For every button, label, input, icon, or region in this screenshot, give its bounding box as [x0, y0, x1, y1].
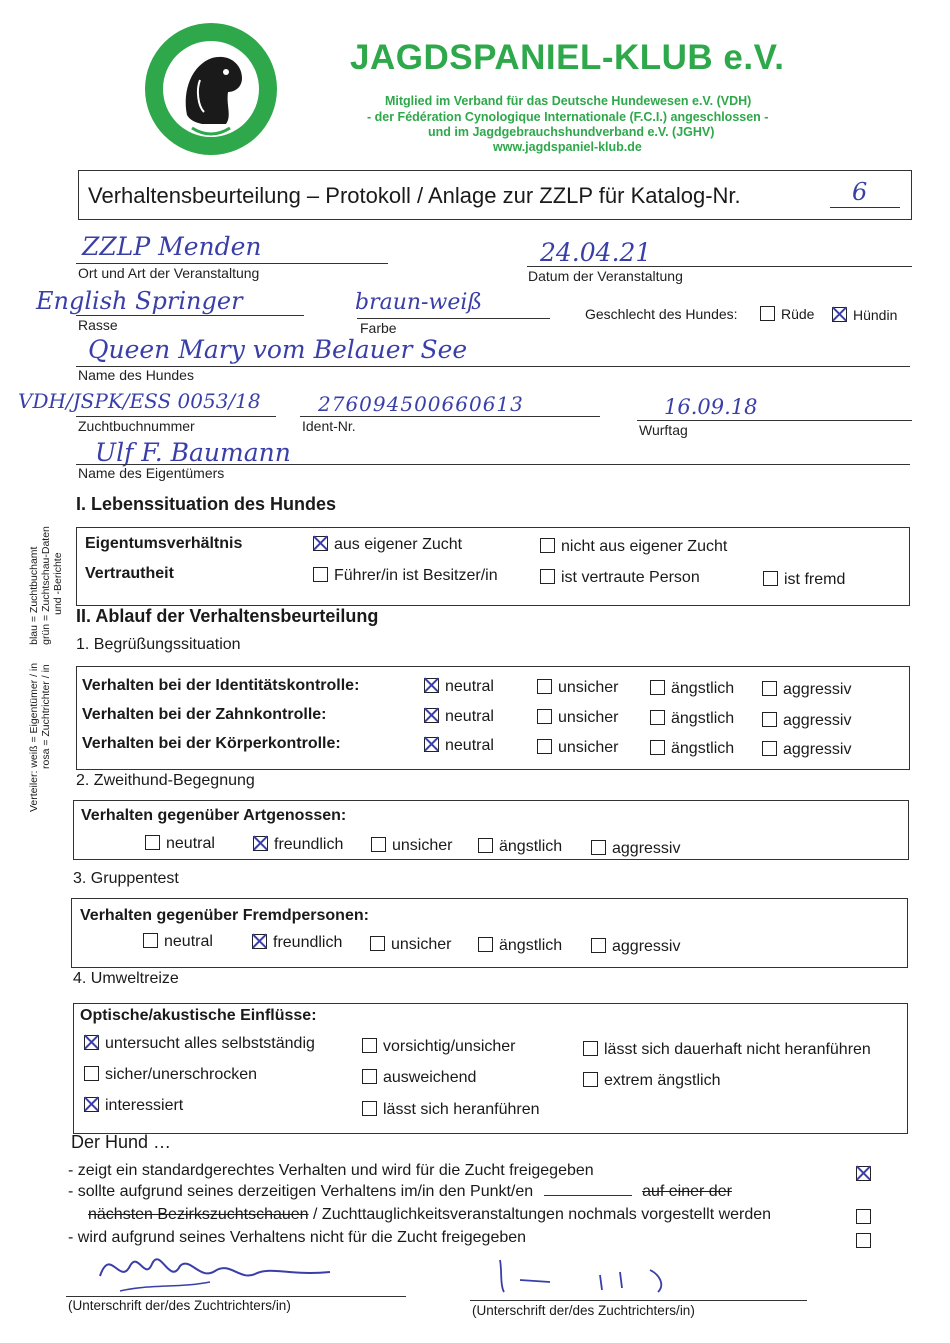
- event-place-line: [76, 263, 388, 264]
- strangers-unsicher[interactable]: [370, 936, 451, 954]
- identity-check-label: Verhalten bei der Identitätskontrolle:: [82, 677, 360, 694]
- stranger-option[interactable]: [763, 571, 845, 589]
- checkbox[interactable]: [760, 306, 775, 321]
- option-label: ängstlich: [671, 710, 735, 727]
- strangers-aengstlich[interactable]: [478, 937, 562, 955]
- option-label: unsicher: [392, 837, 453, 854]
- dog-name-value: Queen Mary vom Belauer See: [88, 335, 468, 364]
- checkbox[interactable]: [763, 571, 778, 586]
- verdict-reexamine-text-2: / Zuchttauglichkeitsveranstaltungen nochmals vorgestellt werden: [313, 1206, 772, 1223]
- option-label: unsicher: [558, 679, 619, 696]
- env-approachable-option[interactable]: [362, 1101, 540, 1119]
- event-date-line: [527, 266, 912, 267]
- option-label: extrem ängstlich: [604, 1072, 721, 1089]
- sex-label: Geschlecht des Hundes:: [585, 306, 738, 322]
- option-label: interessiert: [105, 1097, 184, 1114]
- checkbox[interactable]: [537, 739, 552, 754]
- note-reports: und -Berichte: [52, 552, 64, 615]
- sex-male-option[interactable]: [760, 306, 814, 322]
- checkbox[interactable]: [650, 710, 665, 725]
- checkbox[interactable]: [478, 937, 493, 952]
- checkbox[interactable]: [650, 740, 665, 755]
- checkbox[interactable]: [537, 679, 552, 694]
- teeth-aggressiv[interactable]: [762, 712, 851, 730]
- catalog-number: 6: [852, 178, 868, 206]
- checkbox-checked[interactable]: [424, 678, 439, 693]
- option-label: unsicher: [558, 739, 619, 756]
- membership-line-1: Mitglied im Verband für das Deutsche Hundewesen e.V. (VDH): [385, 94, 752, 108]
- litter-line: [637, 420, 912, 421]
- breed-value: English Springer: [36, 287, 243, 315]
- checkbox[interactable]: [84, 1066, 99, 1081]
- strangers-neutral[interactable]: [143, 933, 213, 951]
- litter-label: Wurftag: [639, 422, 688, 438]
- option-label: neutral: [445, 678, 494, 695]
- env-extreme-fear-option[interactable]: [583, 1072, 721, 1090]
- familiarity-label: Vertrautheit: [85, 565, 174, 582]
- checkbox[interactable]: [537, 709, 552, 724]
- conspecifics-aengstlich[interactable]: [478, 838, 562, 856]
- option-label: sicher/unerschrocken: [105, 1066, 258, 1083]
- ident-label: Ident-Nr.: [302, 418, 356, 434]
- dog-name-label: Name des Hundes: [78, 367, 194, 383]
- ident-value: 276094500660613: [318, 392, 524, 416]
- conspecifics-unsicher[interactable]: [371, 837, 452, 855]
- conspecifics-label: Verhalten gegenüber Artgenossen:: [81, 807, 347, 824]
- checkbox-checked[interactable]: [253, 836, 268, 851]
- option-label: aus eigener Zucht: [334, 536, 463, 553]
- sex-female-label: Hündin: [853, 307, 898, 323]
- checkbox[interactable]: [362, 1101, 377, 1116]
- verdict-reexamine-line2: [88, 1206, 771, 1224]
- option-label: unsicher: [391, 936, 452, 953]
- option-label: freundlich: [273, 934, 343, 951]
- body-unsicher[interactable]: [537, 739, 618, 757]
- checkbox[interactable]: [650, 680, 665, 695]
- studbook-line: [76, 416, 276, 417]
- verdict-approved-checkbox[interactable]: [856, 1166, 877, 1184]
- right-signature-line: [470, 1300, 807, 1301]
- verdict-rejected: - wird aufgrund seines Verhaltens nicht für die Zucht freigegeben: [68, 1229, 527, 1246]
- option-label: aggressiv: [783, 712, 852, 729]
- ownership-label: Eigentumsverhältnis: [85, 535, 243, 552]
- option-label: neutral: [164, 933, 213, 950]
- option-label: ängstlich: [499, 838, 563, 855]
- greeting-subtitle: 1. Begrüßungssituation: [76, 636, 241, 653]
- strangers-label: Verhalten gegenüber Fremdpersonen:: [80, 907, 369, 924]
- checkbox-checked[interactable]: [252, 934, 267, 949]
- owner-value: Ulf F. Baumann: [95, 438, 291, 467]
- checkbox[interactable]: [762, 681, 777, 696]
- own-breeding-option[interactable]: [313, 536, 462, 554]
- option-label: lässt sich heranführen: [383, 1101, 540, 1118]
- verdict-reexamine-line1: [68, 1183, 732, 1201]
- env-confident-option[interactable]: [84, 1066, 257, 1084]
- option-label: aggressiv: [612, 840, 681, 857]
- website-link[interactable]: www.jagdspaniel-klub.de: [493, 140, 642, 154]
- stimuli-label: Optische/akustische Einflüsse:: [80, 1007, 317, 1024]
- teeth-neutral[interactable]: [424, 708, 494, 726]
- checkbox[interactable]: [583, 1072, 598, 1087]
- identity-unsicher[interactable]: [537, 679, 618, 697]
- body-check-label: Verhalten bei der Körperkontrolle:: [82, 735, 341, 752]
- checkbox[interactable]: [145, 835, 160, 850]
- checkbox[interactable]: [762, 741, 777, 756]
- checkbox-checked[interactable]: [424, 708, 439, 723]
- checkbox[interactable]: [478, 838, 493, 853]
- checkbox-checked[interactable]: [84, 1035, 99, 1050]
- right-signature-icon: [490, 1240, 690, 1300]
- checkbox[interactable]: [370, 936, 385, 951]
- verdict-heading: Der Hund …: [71, 1132, 172, 1152]
- option-label: ist fremd: [784, 571, 846, 588]
- option-label: untersucht alles selbstständig: [105, 1035, 315, 1052]
- membership-line-3: und im Jagdgebrauchshundverband e.V. (JGHV): [428, 125, 715, 139]
- verdict-rejected-checkbox[interactable]: [856, 1233, 877, 1251]
- spaniel-seal-icon: [142, 20, 280, 158]
- checkbox[interactable]: [362, 1038, 377, 1053]
- teeth-check-label: Verhalten bei der Zahnkontrolle:: [82, 706, 327, 723]
- verdict-reexamine-checkbox[interactable]: [856, 1209, 877, 1227]
- checkbox[interactable]: [313, 567, 328, 582]
- note-blue: blau = Zuchtbuchamt: [28, 546, 40, 645]
- checkbox[interactable]: [856, 1233, 871, 1248]
- dog-name-line: [76, 366, 910, 367]
- environment-subtitle: 4. Umweltreize: [73, 970, 179, 987]
- env-evasive-option[interactable]: [362, 1069, 476, 1087]
- points-blank: [544, 1195, 632, 1196]
- checkbox-checked[interactable]: [84, 1097, 99, 1112]
- breed-label: Rasse: [78, 317, 118, 333]
- note-green: grün = Zuchtschau-Daten: [40, 526, 52, 645]
- option-label: neutral: [445, 737, 494, 754]
- club-name: JAGDSPANIEL-KLUB e.V.: [350, 38, 785, 77]
- section-1-title: I. Lebenssituation des Hundes: [76, 494, 337, 514]
- checkbox[interactable]: [540, 538, 555, 553]
- event-date-label: Datum der Veranstaltung: [528, 268, 683, 284]
- form-title: Verhaltensbeurteilung – Protokoll / Anlage zur ZZLP für Katalog-Nr.: [88, 183, 741, 208]
- right-signature-label: (Unterschrift der/des Zuchtrichters/in): [472, 1303, 695, 1318]
- checkbox[interactable]: [362, 1069, 377, 1084]
- left-signature-label: (Unterschrift der/des Zuchtrichters/in): [68, 1298, 291, 1313]
- event-date-value: 24.04.21: [540, 238, 652, 267]
- conspecifics-aggressiv[interactable]: [591, 840, 680, 858]
- sex-male-label: Rüde: [781, 306, 815, 322]
- note-pink: rosa = Zuchtrichter / in: [40, 664, 52, 769]
- left-signature-line: [66, 1296, 406, 1297]
- checkbox[interactable]: [591, 938, 606, 953]
- option-label: Führer/in ist Besitzer/in: [334, 567, 498, 584]
- option-label: neutral: [445, 708, 494, 725]
- checkbox[interactable]: [762, 712, 777, 727]
- left-signature-icon: [90, 1236, 340, 1298]
- checkbox[interactable]: [591, 840, 606, 855]
- checkbox[interactable]: [143, 933, 158, 948]
- familiar-person-option[interactable]: [540, 569, 700, 587]
- env-explores-option[interactable]: [84, 1035, 315, 1053]
- env-cautious-option[interactable]: [362, 1038, 516, 1056]
- teeth-unsicher[interactable]: [537, 709, 618, 727]
- option-label: freundlich: [274, 836, 344, 853]
- body-aengstlich[interactable]: [650, 740, 734, 758]
- conspecifics-freundlich[interactable]: [253, 836, 343, 854]
- struck-text: nächsten Bezirkszuchtschauen: [88, 1206, 309, 1223]
- breed-line: [76, 315, 304, 316]
- checkbox[interactable]: [540, 569, 555, 584]
- option-label: nicht aus eigener Zucht: [561, 538, 728, 555]
- env-interested-option[interactable]: [84, 1097, 183, 1115]
- litter-value: 16.09.18: [664, 395, 758, 419]
- distribution-note: [28, 472, 80, 812]
- option-label: unsicher: [558, 709, 619, 726]
- identity-aengstlich[interactable]: [650, 680, 734, 698]
- section-2-title: II. Ablauf der Verhaltensbeurteilung: [76, 606, 379, 626]
- option-label: aggressiv: [783, 681, 852, 698]
- sex-female-option[interactable]: [832, 307, 897, 323]
- checkbox[interactable]: [583, 1041, 598, 1056]
- option-label: ängstlich: [671, 740, 735, 757]
- checkbox[interactable]: [371, 837, 386, 852]
- body-aggressiv[interactable]: [762, 741, 851, 759]
- option-label: ist vertraute Person: [561, 569, 700, 586]
- owner-label: Name des Eigentümers: [78, 465, 225, 481]
- event-place-label: Ort und Art der Veranstaltung: [78, 265, 260, 281]
- teeth-aengstlich[interactable]: [650, 710, 734, 728]
- color-line: [357, 318, 550, 319]
- option-label: ausweichend: [383, 1069, 477, 1086]
- studbook-value: VDH/JSPK/ESS 0053/18: [18, 389, 261, 413]
- env-not-approachable-option[interactable]: [583, 1041, 871, 1059]
- color-label: Farbe: [360, 320, 397, 336]
- strangers-aggressiv[interactable]: [591, 938, 680, 956]
- option-label: neutral: [166, 835, 215, 852]
- membership-line-2: - der Fédération Cynologique Internationale (F.C.I.) angeschlossen -: [367, 110, 769, 124]
- checkbox-checked[interactable]: [832, 307, 847, 322]
- option-label: ängstlich: [499, 937, 563, 954]
- studbook-label: Zuchtbuchnummer: [78, 418, 195, 434]
- strangers-freundlich[interactable]: [252, 934, 342, 952]
- handler-owner-option[interactable]: [313, 567, 498, 585]
- identity-aggressiv[interactable]: [762, 681, 851, 699]
- option-label: lässt sich dauerhaft nicht heranführen: [604, 1041, 871, 1058]
- note-white: Verteiler: weiß = Eigentümer / in: [28, 662, 40, 812]
- checkbox-checked[interactable]: [424, 737, 439, 752]
- body-neutral[interactable]: [424, 737, 494, 755]
- struck-text: auf einer der: [642, 1183, 732, 1200]
- option-label: ängstlich: [671, 680, 735, 697]
- group-test-subtitle: 3. Gruppentest: [73, 870, 179, 887]
- not-own-breeding-option[interactable]: [540, 538, 727, 556]
- option-label: vorsichtig/unsicher: [383, 1038, 516, 1055]
- verdict-reexamine-text: - sollte aufgrund seines derzeitigen Verhaltens im/in den Punkt/en: [68, 1183, 534, 1200]
- verdict-approved: - zeigt ein standardgerechtes Verhalten und wird für die Zucht freigegeben: [68, 1162, 594, 1179]
- checkbox[interactable]: [856, 1209, 871, 1224]
- checkbox-checked[interactable]: [313, 536, 328, 551]
- club-logo: [142, 20, 280, 158]
- event-place-value: ZZLP Menden: [82, 232, 262, 261]
- identity-neutral[interactable]: [424, 678, 494, 696]
- catalog-number-line: [830, 207, 900, 208]
- option-label: aggressiv: [612, 938, 681, 955]
- checkbox-checked[interactable]: [856, 1166, 871, 1181]
- conspecifics-neutral[interactable]: [145, 835, 215, 853]
- option-label: aggressiv: [783, 741, 852, 758]
- second-dog-subtitle: 2. Zweithund-Begegnung: [76, 772, 255, 789]
- ident-line: [300, 416, 600, 417]
- color-value: braun-weiß: [355, 290, 483, 315]
